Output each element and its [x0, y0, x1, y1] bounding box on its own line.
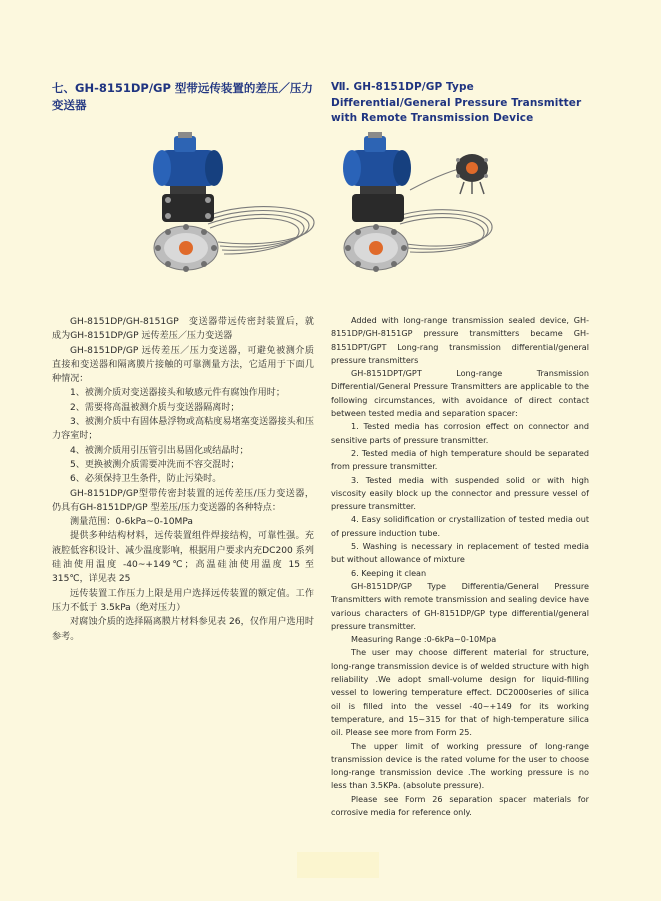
paragraph: GH-8151DP/GP Type Differentia/General Pressure Transmitters with remote transmission and sealing device have various characters of GH-8151DP/GP type differential/general pressure transmitter. [331, 580, 589, 631]
remote-seal-flange [154, 224, 218, 272]
heading-chinese: 七、GH-8151DP/GP 型带远传装置的差压／压力变送器 [52, 81, 313, 112]
measuring-range: 测量范围：0-6kPa~0-10MPa [70, 517, 193, 528]
paragraph: GH-8151DP/GH-8151GP 变送器带远传密封装置后，就成为GH-8151DP/GP 远传差压／压力变送器 [52, 317, 314, 342]
transmitter-housing [343, 132, 411, 186]
list-item: 1. Tested media has corrosion effect on connector and sensitive parts of pressure transmitter. [331, 421, 589, 445]
paragraph: 对腐蚀介质的选择隔离膜片材料参见表 26，仅作用户选用时参考。 [52, 617, 314, 642]
transmitter-housing [153, 132, 223, 186]
measuring-range: Measuring Range :0-6kPa~0-10Mpa [351, 634, 497, 645]
list-item: 3、被测介质中有固体悬浮物或高粘度易堵塞变送器接头和压力容室时； [52, 417, 314, 442]
paragraph: GH-8151DP/GP型带传密封装置的远传差压/压力变送器，仍具有GH-8151DP/GP 型差压/压力变送器的各种特点： [52, 488, 314, 513]
heading-english: Ⅶ. GH-8151DP/GP Type Differential/General Pressure Transmitter with Remote Transmission Device [331, 81, 582, 124]
list-item: 2. Tested media of high temperature should be separated from pressure transmitter. [331, 447, 589, 472]
list-item: 4、被测介质用引压管引出易固化或结晶时； [70, 445, 249, 456]
list-item: 1、被测介质对变送器接头和敏感元件有腐蚀作用时； [70, 388, 285, 399]
transmitter-photo-left [148, 130, 320, 290]
paragraph: GH-8151DP/GP 远传差压／压力变送器，可避免被测介质直接和变送器和隔离膜片接触的可靠测量方法，它适用于下面几种情况： [52, 345, 314, 385]
list-item: 2、需要将高温被测介质与变送器隔离时； [70, 402, 240, 413]
page-footer-block [297, 852, 379, 878]
paragraph: The upper limit of working pressure of long-range transmission device is the rated volume for the user to choose long-range transmission device .The working pressure is no less than 3.5KPa. (absolute pressure). [331, 740, 589, 791]
paragraph: Please see Form 26 separation spacer materials for corrosive media for reference only. [331, 793, 589, 817]
sensor-body [162, 186, 214, 222]
list-item: 6、必须保持卫生条件，防止污染时。 [70, 474, 222, 485]
transmitter-photo-right [340, 130, 500, 290]
paragraph: The user may choose different material for structure, long-range transmission device is of welded structure with high reliability .We adopt small-volume design for liquid-filling vessel to lowering temperature effect. DC2000series of silica oil is filled into the vessel -40~+149 for its working temperature, and 15~315 for that of high-temperature silica oil. Please see more from Form 25. [331, 647, 589, 738]
list-item: 5、更换被测介质需要冲洗而不容交混时； [70, 459, 240, 470]
body-text-english [331, 314, 589, 819]
paragraph: 远传装置工作压力上限是用户选择远传装置的额定值。工作压力不低于 3.5kPa（绝对压力） [52, 588, 314, 613]
side-remote-seal [456, 154, 488, 194]
body-text-chinese [52, 315, 314, 644]
list-item: 4. Easy solidification or crystallization of tested media out of pressure induction tube. [331, 514, 589, 538]
list-item: 6. Keeping it clean [351, 567, 427, 578]
paragraph: Added with long-range transmission sealed device, GH-8151DP/GH-8151GP pressure transmitters became GH-8151DPT/GPT Long-rang transmission differential/general pressure transmitters [331, 315, 589, 365]
paragraph: 提供多种结构材料，远传装置组件焊接结构，可靠性强。充液腔低容积设计、减少温度影响，根据用户要求内充DC200 系列硅油使用温度 -40~+149℃；高温硅油使用温度 15 至 315℃，详见表 25 [52, 531, 314, 585]
remote-seal-flange [344, 224, 408, 272]
list-item: 5. Washing is necessary in replacement of tested media but without allowance of mixture [331, 541, 589, 565]
sensor-body [352, 186, 404, 222]
list-item: 3. Tested media with suspended solid or with high viscosity easily block up the connector and pressure vessel of pressure transmitter. [331, 474, 589, 512]
paragraph: GH-8151DPT/GPT Long-range Transmission Differential/General Pressure Transmitters are applicable to the following circumstances, with avoidance of direct contact between tested media and separation spacer: [331, 368, 589, 419]
capillary-coils [208, 207, 314, 254]
